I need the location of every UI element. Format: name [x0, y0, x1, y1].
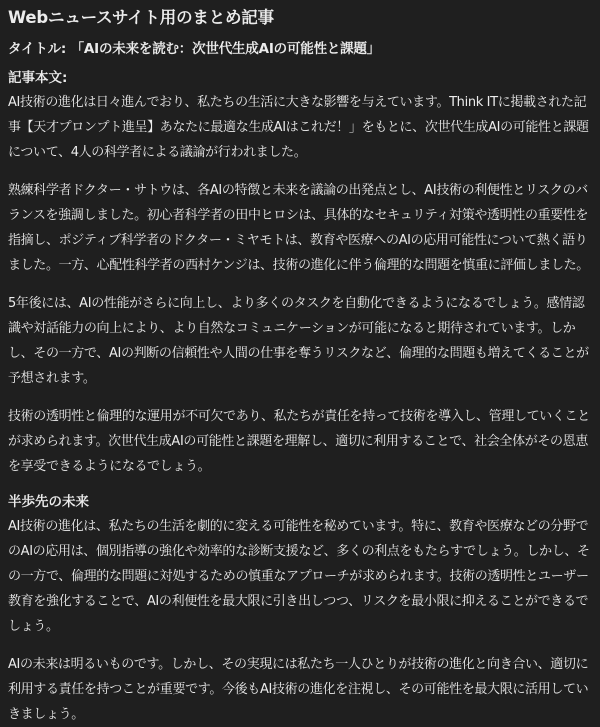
- paragraph-transparency: 技術の透明性と倫理的な運用が不可欠であり、私たちが責任を持って技術を導入し、管理していくことが求められます。次世代生成AIの可能性と課題を理解し、適切に利用することで、社会全体がその恩恵を享受できるようになるでしょう。: [8, 409, 590, 474]
- paragraph-future-2: AIの未来は明るいものです。しかし、その実現には私たち一人ひとりが技術の進化と向き合い、適切に利用する責任を持つことが重要です。今後もAI技術の進化を注視し、その可能性を最大限に活用していきましょう。: [8, 657, 589, 722]
- body-heading: 記事本文:: [8, 70, 68, 86]
- paragraph-five-years: 5年後には、AIの性能がさらに向上し、より多くのタスクを自動化できるようになるでしょう。感情認識や対話能力の向上により、より自然なコミュニケーションが可能になると期待されています。しかし、その一方で、AIの判断の信頼性や人間の仕事を奪うリスクなど、倫理的な問題も増えてくることが予想されます。: [8, 296, 589, 386]
- paragraph-scientists: 熟練科学者ドクター・サトウは、各AIの特徴と未来を議論の出発点とし、AI技術の利便性とリスクのバランスを強調しました。初心者科学者の田中ヒロシは、具体的なセキュリティ対策や透明性の重要性を指摘し、ポジティブ科学者のドクター・ミヤモトは、教育や医療へのAIの応用可能性について熱く語りました。一方、心配性科学者の西村ケンジは、技術の進化に伴う倫理的な問題を慎重に評価しました。: [8, 183, 589, 273]
- article-title: タイトル: 「AIの未来を読む：次世代生成AIの可能性と課題」: [8, 41, 381, 57]
- future-heading: 半歩先の未来: [8, 494, 89, 510]
- paragraph-intro: AI技術の進化は日々進んでおり、私たちの生活に大きな影響を与えています。Think ITに掲載された記事【天才プロンプト進呈】あなたに最適な生成AIはこれだ！」をもとに、次世代生成AIの可能性と課題について、4人の科学者による議論が行われました。: [8, 95, 589, 160]
- page-title: Webニュースサイト用のまとめ記事: [8, 8, 274, 27]
- paragraph-future-1: AI技術の進化は、私たちの生活を劇的に変える可能性を秘めています。特に、教育や医療などの分野でのAIの応用は、個別指導の強化や効率的な診断支援など、多くの利点をもたらすでしょう。しかし、その一方で、倫理的な問題に対処するための慎重なアプローチが求められます。技術の透明性とユーザー教育を強化することで、AIの利便性を最大限に引き出しつつ、リスクを最小限に抑えることができるでしょう。: [8, 519, 590, 634]
